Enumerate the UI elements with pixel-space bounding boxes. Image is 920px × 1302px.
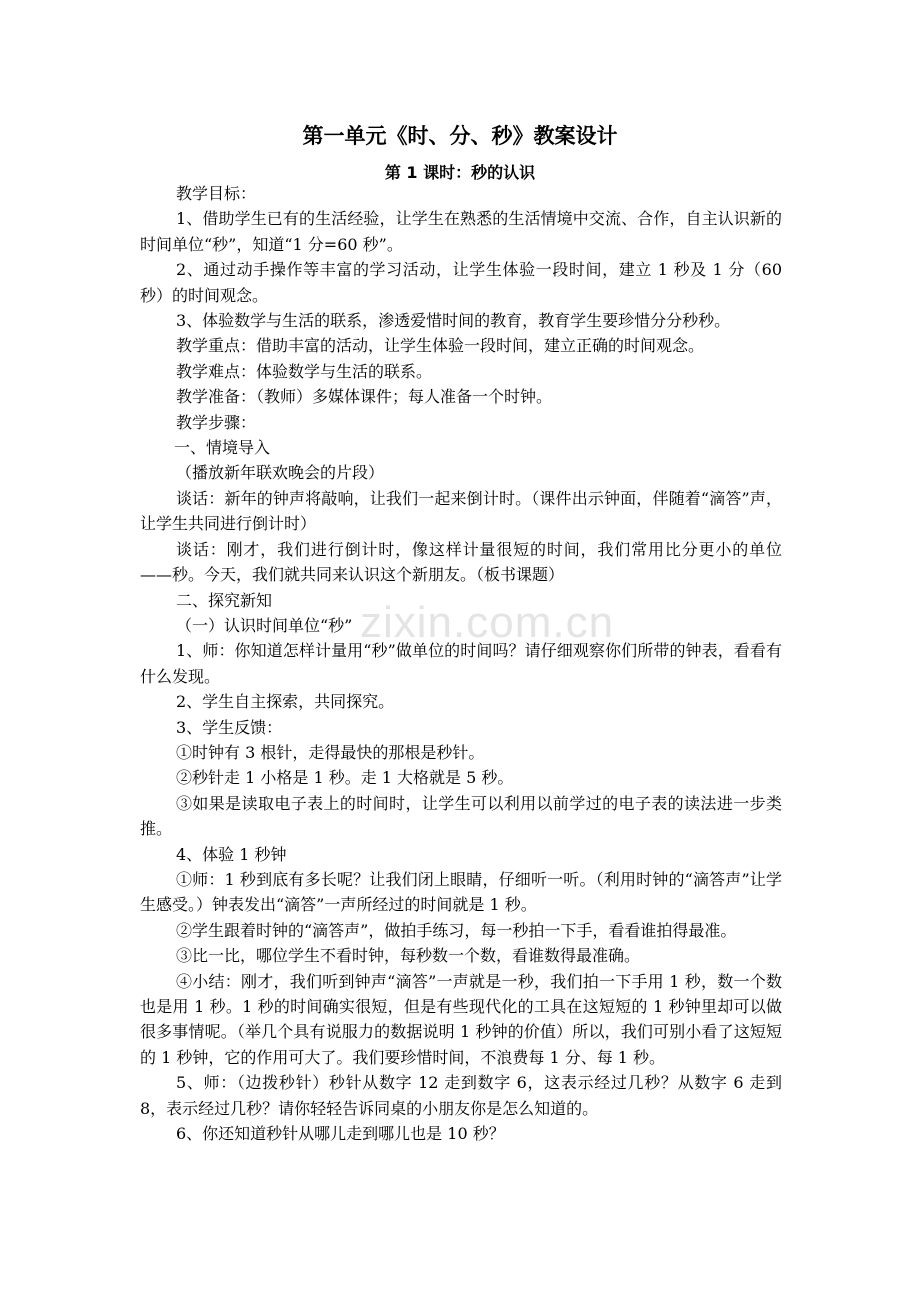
- subsection-heading: （一）认识时间单位“秒”: [176, 615, 353, 635]
- document-title: 第一单元《时、分、秒》教案设计: [302, 124, 618, 148]
- paragraph: 谈话：刚才，我们进行倒计时，像这样计量很短的时间，我们常用比分更小的单位——秒。今天，我们就共同来认识这个新朋友。（板书课题）: [140, 539, 782, 585]
- paragraph: ④小结：刚才，我们听到钟声“滴答”一声就是一秒，我们拍一下手用 1 秒，数一个数也是用 1 秒。1 秒的时间确实很短，但是有些现代化的工具在这短短的 1 秒钟里却可以做很多事情呢。（举几个具有说服力的数据说明 1 秒钟的价值）所以，我们可别小看了这短短的 1 秒钟，它的作用可大了。我们要珍惜时间，不浪费每 1 分、每 1 秒。: [140, 971, 782, 1067]
- paragraph: 教学难点：体验数学与生活的联系。: [176, 361, 433, 381]
- paragraph: ②学生跟着时钟的“滴答声”，做拍手练习，每一秒拍一下手，看看谁拍得最准。: [176, 920, 737, 940]
- paragraph: ③比一比，哪位学生不看时钟，每秒数一个数，看谁数得最准确。: [176, 946, 641, 966]
- paragraph: ③如果是读取电子表上的时间时，让学生可以利用以前学过的电子表的读法进一步类推。: [140, 793, 782, 839]
- paragraph: （播放新年联欢晚会的片段）: [176, 463, 385, 483]
- paragraph: 2、学生自主探索，共同探究。: [176, 692, 395, 712]
- paragraph: 1、借助学生已有的生活经验，让学生在熟悉的生活情境中交流、合作，自主认识新的时间单位“秒”，知道“1 分=60 秒”。: [140, 209, 782, 254]
- section-heading: 一、情境导入: [174, 438, 271, 458]
- paragraph: 教学步骤：: [176, 412, 257, 432]
- paragraph: 教学准备：（教师）多媒体课件；每人准备一个时钟。: [176, 387, 553, 407]
- paragraph: 1、师：你知道怎样计量用“秒”做单位的时间吗？请仔细观察你们所带的钟表，看看有什么发现。: [140, 641, 782, 686]
- paragraph: 3、体验数学与生活的联系，渗透爱惜时间的教育，教育学生要珍惜分分秒秒。: [176, 311, 731, 331]
- paragraph: ①师：1 秒到底有多长呢？让我们闭上眼睛，仔细听一听。（利用时钟的“滴答声”让学生感受。）钟表发出“滴答”一声所经过的时间就是 1 秒。: [140, 869, 782, 915]
- paragraph: ②秒针走 1 小格是 1 秒。走 1 大格就是 5 秒。: [176, 768, 514, 788]
- watermark: zixin.com.cn: [360, 598, 615, 647]
- lesson-subtitle: 第 1 课时：秒的认识: [384, 163, 536, 182]
- paragraph: 6、你还知道秒针从哪儿走到哪儿也是 10 秒？: [176, 1124, 505, 1144]
- paragraph: 教学目标：: [176, 184, 257, 203]
- document-body: [140, 181, 782, 1146]
- paragraph: 5、师：（边拨秒针）秒针从数字 12 走到数字 6，这表示经过几秒？从数字 6 走到 8，表示经过几秒？请你轻轻告诉同桌的小朋友你是怎么知道的。: [140, 1073, 782, 1118]
- paragraph: 2、通过动手操作等丰富的学习活动，让学生体验一段时间，建立 1 秒及 1 分（60 秒）的时间观念。: [140, 260, 782, 305]
- paragraph: 教学重点：借助丰富的活动，让学生体验一段时间，建立正确的时间观念。: [176, 336, 705, 356]
- paragraph: 3、学生反馈：: [176, 717, 283, 737]
- paragraph: 谈话：新年的钟声将敲响，让我们一起来倒计时。（课件出示钟面，伴随着“滴答”声，让学生共同进行倒计时）: [140, 488, 782, 534]
- paragraph: 4、体验 1 秒钟: [176, 844, 287, 864]
- section-heading: 二、探究新知: [176, 590, 273, 610]
- paragraph: ①时钟有 3 根针，走得最快的那根是秒针。: [176, 742, 485, 762]
